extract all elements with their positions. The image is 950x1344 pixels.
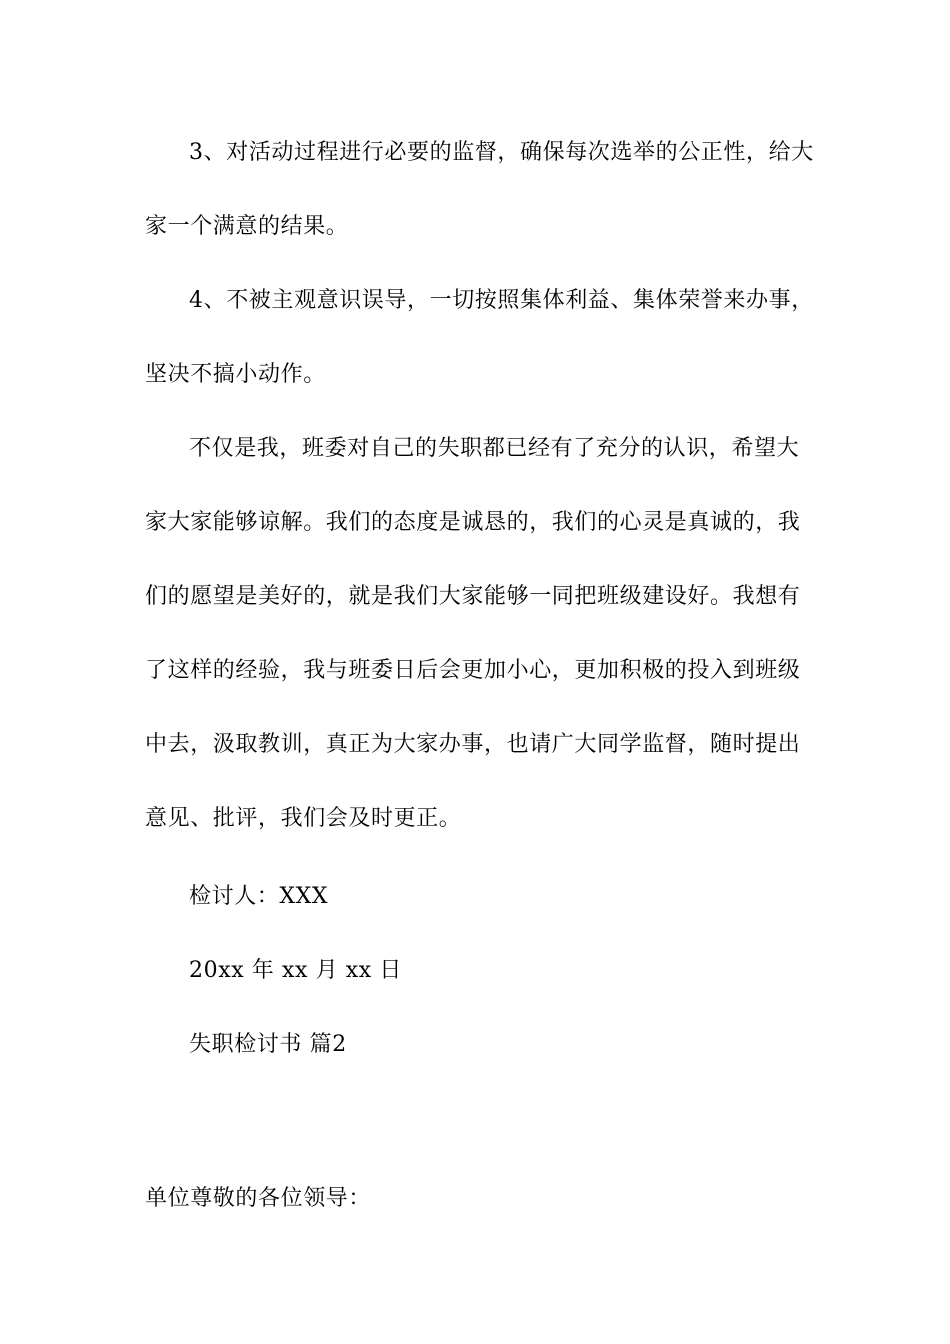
paragraph-item-4-line-2: 坚决不搞小动作。 (145, 362, 326, 387)
salutation: 单位尊敬的各位领导： (145, 1186, 372, 1211)
paragraph-body-line-4: 了这样的经验，我与班委日后会更加小心，更加积极的投入到班级 (145, 658, 801, 683)
paragraph-body-line-3: 们的愿望是美好的，就是我们大家能够一同把班级建设好。我想有 (145, 584, 801, 609)
paragraph-item-4-line-1: 4、不被主观意识误导，一切按照集体利益、集体荣誉来办事， (189, 288, 814, 313)
signature-line: 检讨人：XXX (189, 884, 329, 909)
paragraph-body-line-1: 不仅是我，班委对自己的失职都已经有了充分的认识，希望大 (189, 436, 800, 461)
section-title: 失职检讨书 篇2 (189, 1032, 347, 1057)
paragraph-item-3-line-1: 3、对活动过程进行必要的监督，确保每次选举的公正性，给大 (189, 140, 814, 165)
paragraph-body-line-5: 中去，汲取教训，真正为大家办事，也请广大同学监督，随时提出 (145, 732, 801, 757)
paragraph-item-3-line-2: 家一个满意的结果。 (145, 214, 349, 239)
date-line: 20xx 年 xx 月 xx 日 (189, 958, 403, 983)
paragraph-body-line-2: 家大家能够谅解。我们的态度是诚恳的，我们的心灵是真诚的，我 (145, 510, 801, 535)
paragraph-body-line-6: 意见、批评，我们会及时更正。 (145, 806, 462, 831)
